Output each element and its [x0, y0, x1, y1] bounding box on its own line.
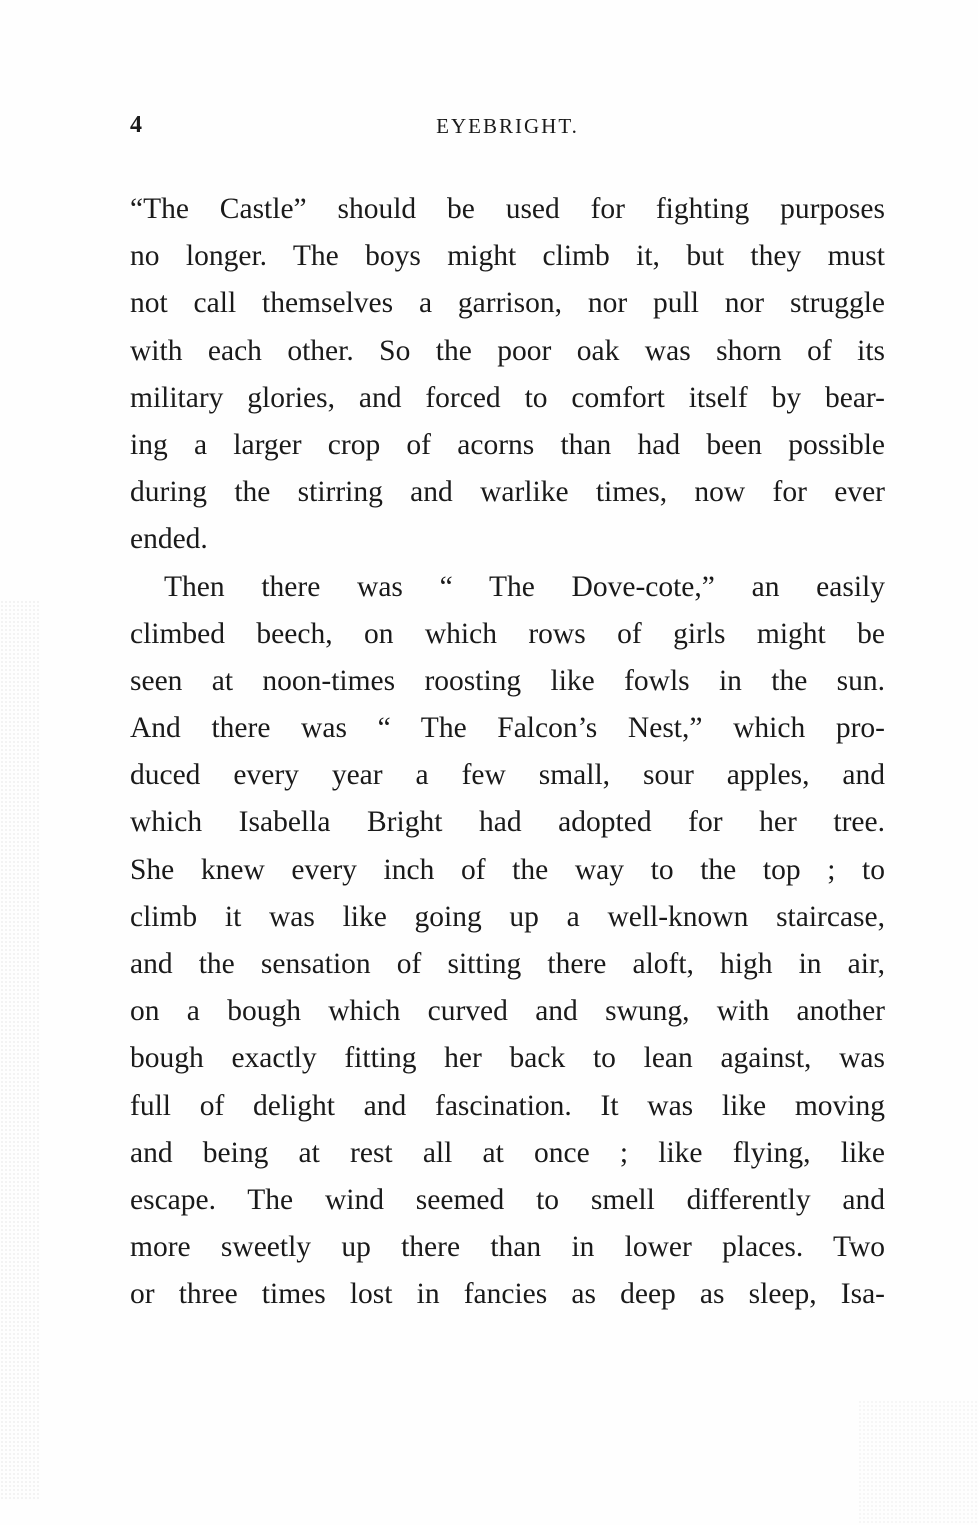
text-line: duced every year a few small, sour apples, and: [130, 759, 885, 792]
text-line: ing a larger crop of acorns than had been possible: [130, 428, 885, 461]
text-line: ended.: [130, 523, 208, 556]
text-line: which Isabella Bright had adopted for her tree.: [130, 806, 885, 839]
text-line: during the stirring and warlike times, now for ever: [130, 476, 885, 509]
body-text: [130, 186, 885, 1319]
paragraph-start-line: Then there was “ The Dove-cote,” an easily: [164, 570, 885, 603]
text-line: or three times lost in fancies as deep as sleep, Isa-: [130, 1278, 885, 1311]
text-line: more sweetly up there than in lower places. Two: [130, 1231, 885, 1264]
text-line: military glories, and forced to comfort itself by bear-: [130, 381, 885, 414]
running-head: [130, 112, 885, 142]
paper-texture-right: [858, 1400, 978, 1525]
text-line: bough exactly fitting her back to lean against, was: [130, 1042, 885, 1075]
text-line: and being at rest all at once ; like flying, like: [130, 1136, 885, 1169]
text-line: climb it was like going up a well-known staircase,: [130, 900, 885, 933]
text-line: no longer. The boys might climb it, but they must: [130, 240, 885, 273]
text-line: seen at noon-times roosting like fowls in the sun.: [130, 664, 885, 697]
text-line: and the sensation of sitting there aloft, high in air,: [130, 948, 885, 980]
text-line: escape. The wind seemed to smell differently and: [130, 1183, 885, 1216]
text-line: “The Castle” should be used for fighting purposes: [130, 193, 885, 225]
text-line: And there was “ The Falcon’s Nest,” which pro-: [130, 712, 885, 745]
running-title: EYEBRIGHT.: [436, 114, 579, 138]
paper-texture-left: [0, 600, 40, 1500]
text-line: not call themselves a garrison, nor pull nor struggle: [130, 287, 885, 320]
text-line: climbed beech, on which rows of girls might be: [130, 617, 885, 650]
text-line: with each other. So the poor oak was shorn of its: [130, 334, 885, 367]
text-line: on a bough which curved and swung, with another: [130, 995, 885, 1028]
page-number: 4: [130, 112, 142, 138]
text-line: She knew every inch of the way to the top ; to: [130, 853, 885, 886]
text-line: full of delight and fascination. It was like moving: [130, 1089, 885, 1122]
